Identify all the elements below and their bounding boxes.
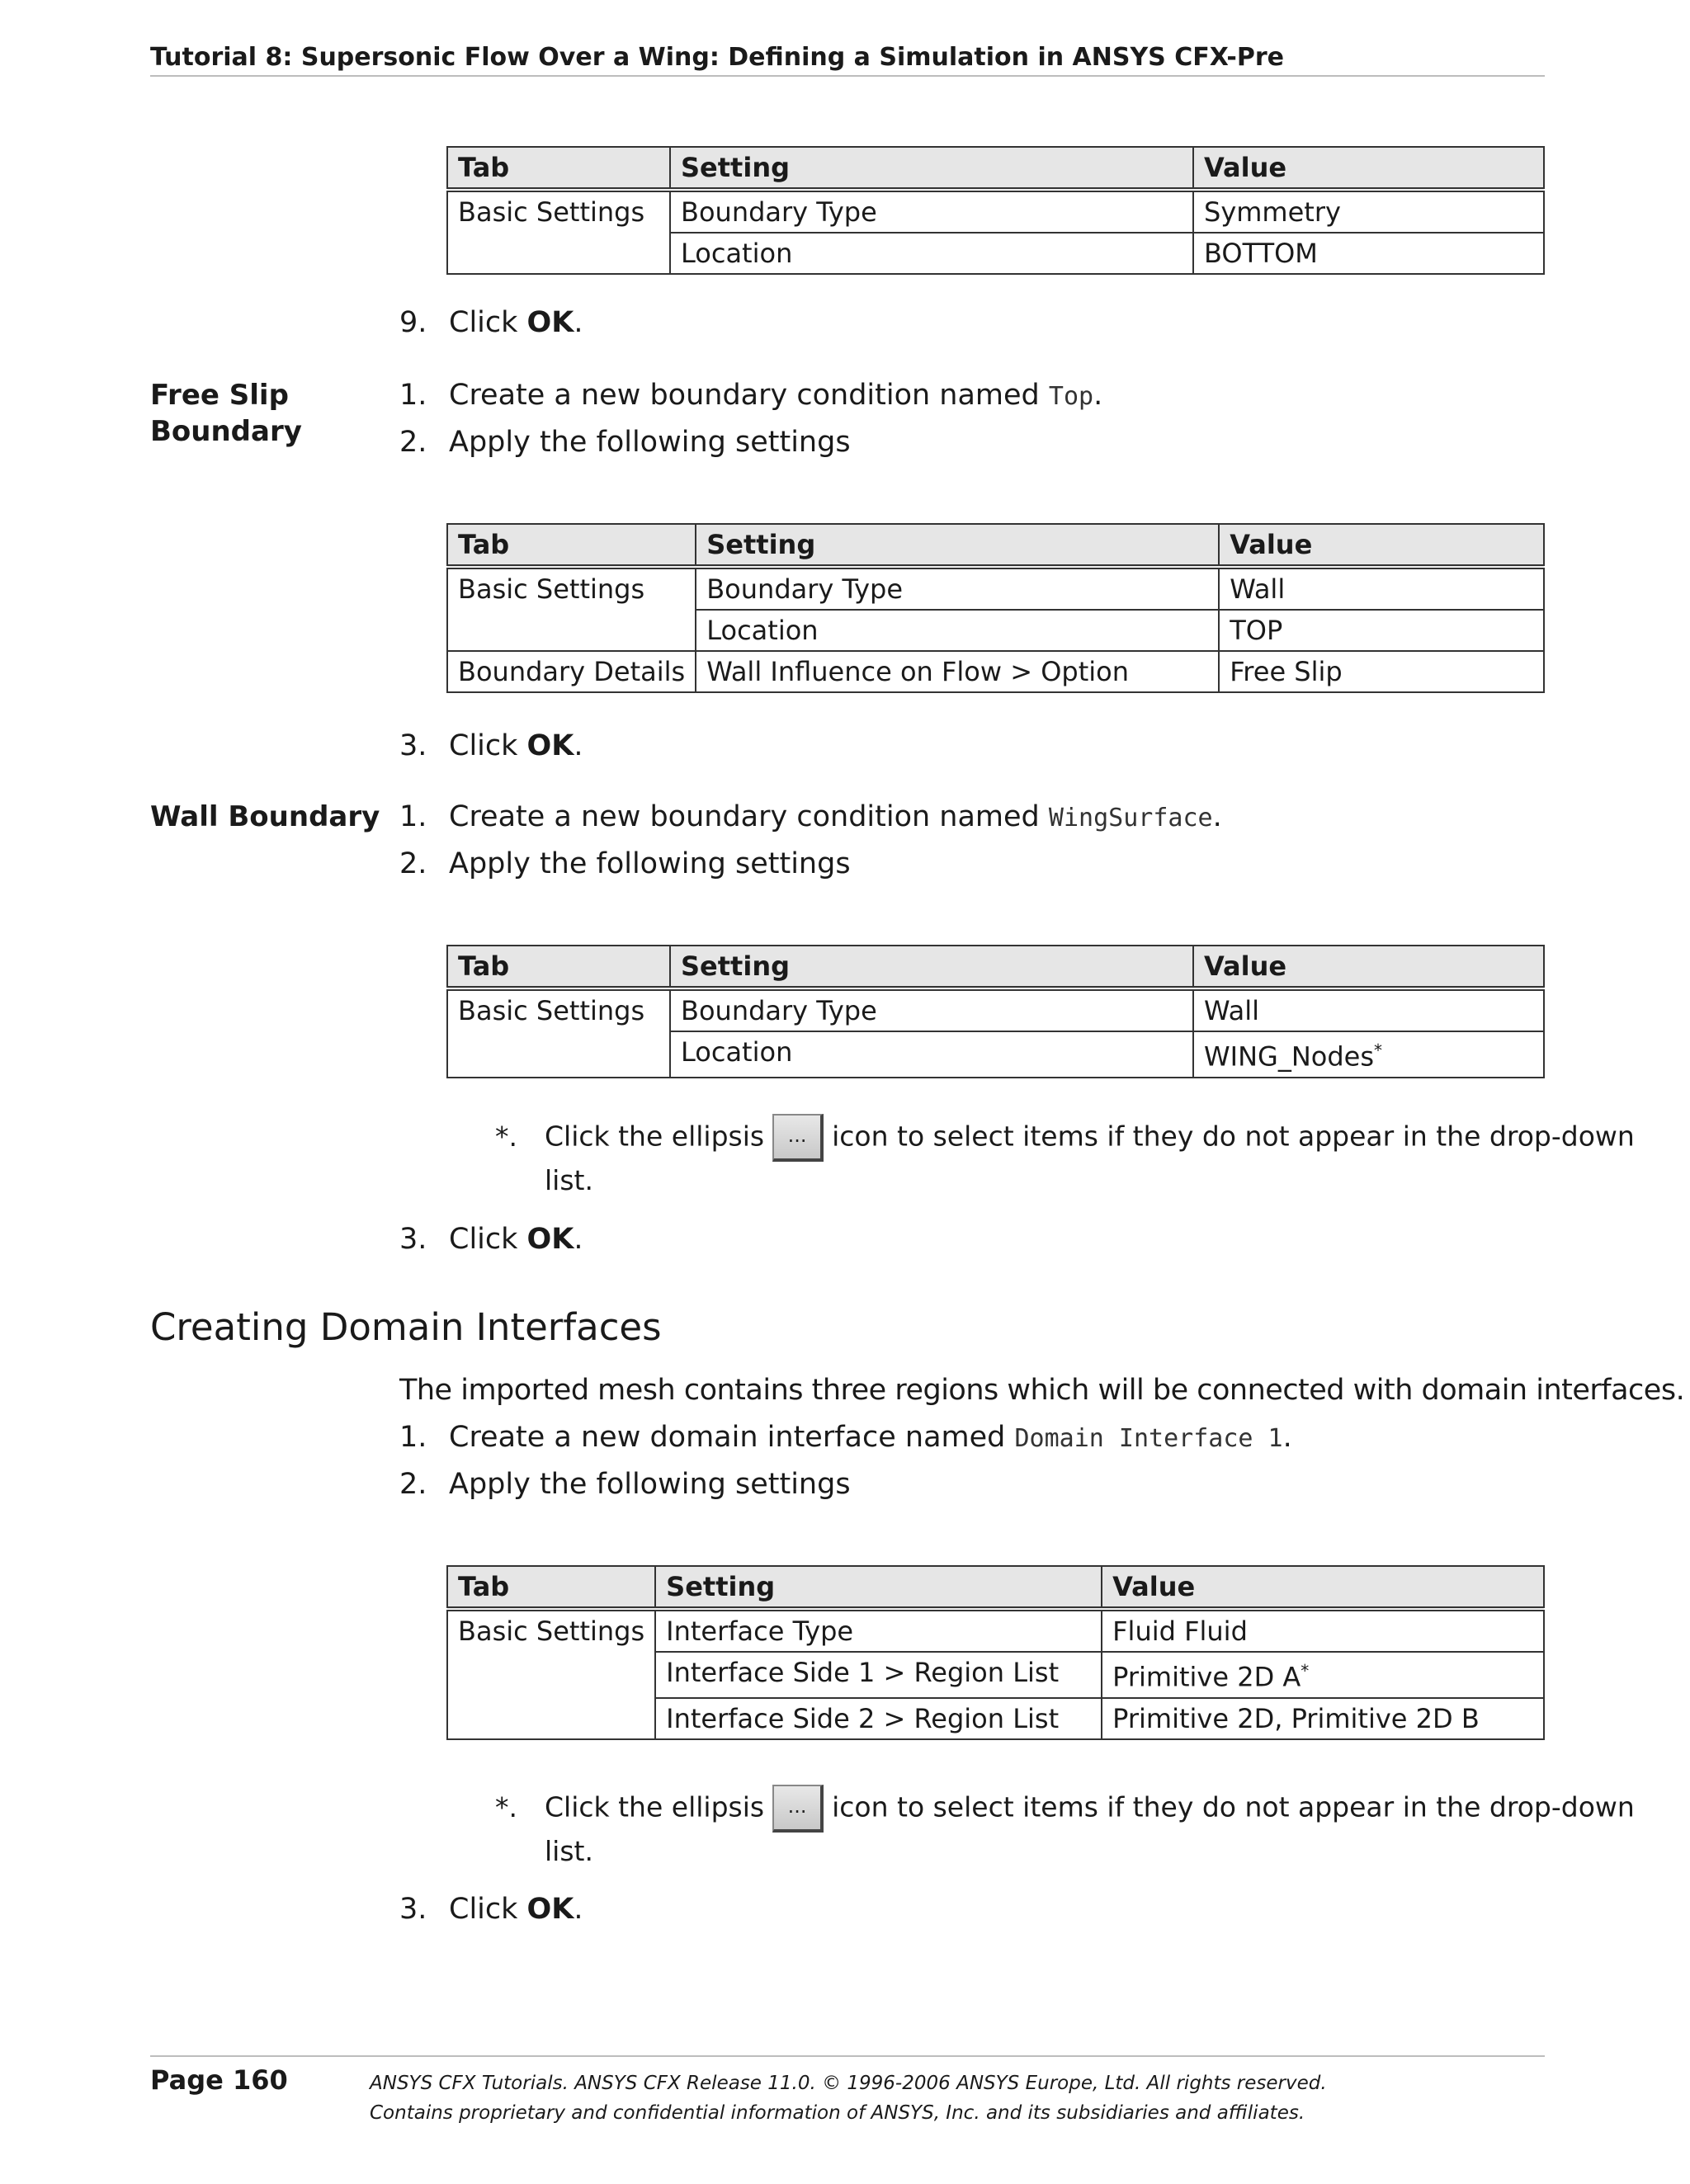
table-header-row (447, 147, 1544, 190)
step-text: Create a new boundary condition named (449, 379, 1049, 412)
step-number: 3. (399, 729, 427, 762)
table-header-cell: Setting (696, 524, 1219, 567)
table-cell-tab: Basic Settings (447, 1609, 655, 1739)
table-cell-tab: Basic Settings (447, 988, 670, 1078)
table-header-cell: Tab (447, 524, 696, 567)
step-end: . (1212, 800, 1222, 833)
intro-paragraph: The imported mesh contains three regions which will be connected with domain interfaces. (399, 1374, 1685, 1407)
step-end: . (574, 1893, 583, 1926)
footnote (495, 1114, 1635, 1200)
table-row (447, 567, 1544, 610)
footer-line: ANSYS CFX Tutorials. ANSYS CFX Release 11.0. © 1996-2006 ANSYS Europe, Ltd. All rights reserved. (370, 2073, 1327, 2094)
table-cell-setting: Interface Side 1 > Region List (655, 1652, 1102, 1698)
step-number: 1. (399, 1421, 427, 1454)
table-header-cell: Value (1193, 147, 1544, 190)
step-text: Click (449, 1223, 527, 1256)
wall-boundary-label: Wall Boundary (150, 800, 380, 833)
code-name: Domain Interface 1 (1014, 1424, 1283, 1453)
table-row (447, 988, 1544, 1031)
footnote-marker: *. (495, 1790, 517, 1823)
table-header-row (447, 946, 1544, 988)
table-row (447, 1609, 1544, 1652)
header-divider (150, 75, 1545, 77)
step-number: 2. (399, 426, 427, 459)
side-label-line: Boundary (150, 415, 302, 448)
step-item (399, 846, 851, 882)
table-row (447, 190, 1544, 233)
table-cell-value (1102, 1652, 1544, 1698)
table-header-row (447, 1566, 1544, 1609)
settings-table-bottom (446, 146, 1545, 275)
table-cell-setting: Location (670, 1031, 1193, 1078)
step-end: . (574, 729, 583, 762)
step-number: 1. (399, 800, 427, 833)
step-text: Create a new domain interface named (449, 1421, 1015, 1454)
footnote-text: Click the ellipsis (545, 1120, 765, 1153)
step-item (399, 799, 1222, 837)
code-name: Top (1048, 382, 1094, 411)
step-end: . (1093, 379, 1103, 412)
step-text: Apply the following settings (449, 847, 851, 880)
footnote-text: icon to select items if they do not appear in the drop-down (832, 1790, 1635, 1823)
ok-label: OK (526, 306, 574, 339)
step-number: 9. (399, 306, 427, 339)
table-header-cell: Setting (670, 147, 1193, 190)
table-cell-value: Wall (1193, 988, 1544, 1031)
step-end: . (574, 1223, 583, 1256)
step-text: Create a new boundary condition named (449, 800, 1049, 833)
page-header-title: Tutorial 8: Supersonic Flow Over a Wing: Defining a Simulation in ANSYS CFX-Pre (150, 43, 1285, 72)
value-text: WING_Nodes (1204, 1040, 1374, 1073)
table-cell-value: Free Slip (1219, 651, 1544, 692)
ok-label: OK (526, 1223, 574, 1256)
section-title: Creating Domain Interfaces (150, 1305, 662, 1349)
ellipsis-button-icon: ... (772, 1114, 824, 1162)
settings-table-wall (446, 945, 1545, 1078)
step-end: . (1282, 1421, 1292, 1454)
value-text: Primitive 2D A (1112, 1661, 1301, 1693)
free-slip-boundary-label (150, 377, 302, 450)
ok-label: OK (526, 1893, 574, 1926)
settings-table-free-slip (446, 523, 1545, 693)
footnote-mark: * (1301, 1661, 1310, 1681)
table-cell-value: TOP (1219, 610, 1544, 651)
ok-label: OK (526, 729, 574, 762)
step-item (399, 1466, 851, 1502)
footnote-mark: * (1374, 1040, 1382, 1060)
table-cell-setting: Wall Influence on Flow > Option (696, 651, 1219, 692)
table-cell-setting: Location (670, 233, 1193, 274)
ellipsis-button-icon: ... (772, 1785, 824, 1833)
step-item (399, 1891, 583, 1927)
settings-table-interface (446, 1565, 1545, 1740)
page-number: Page 160 (150, 2064, 288, 2096)
code-name: WingSurface (1048, 804, 1213, 833)
table-cell-value: Fluid Fluid (1102, 1609, 1544, 1652)
table-cell-setting: Interface Type (655, 1609, 1102, 1652)
table-cell-value: Primitive 2D, Primitive 2D B (1102, 1698, 1544, 1739)
table-cell-value (1193, 1031, 1544, 1078)
table-header-cell: Value (1193, 946, 1544, 988)
step-item (399, 1419, 1292, 1457)
table-cell-tab: Basic Settings (447, 567, 696, 651)
footnote-text-line2: list. (545, 1835, 593, 1867)
table-header-cell: Value (1102, 1566, 1544, 1609)
table-header-cell: Tab (447, 147, 670, 190)
table-cell-value: Symmetry (1193, 190, 1544, 233)
step-text: Click (449, 306, 527, 339)
table-cell-setting: Interface Side 2 > Region List (655, 1698, 1102, 1739)
table-cell-value: Wall (1219, 567, 1544, 610)
footnote (495, 1785, 1635, 1870)
table-header-row (447, 524, 1544, 567)
footnote-text: Click the ellipsis (545, 1790, 765, 1823)
side-label-line: Free Slip (150, 379, 289, 412)
table-header-cell: Setting (655, 1566, 1102, 1609)
footer-line: Contains proprietary and confidential information of ANSYS, Inc. and its subsidiaries and affiliates. (370, 2102, 1305, 2124)
footnote-text-line2: list. (545, 1164, 593, 1196)
step-end: . (574, 306, 583, 339)
table-header-cell: Value (1219, 524, 1544, 567)
table-cell-setting: Boundary Type (696, 567, 1219, 610)
step-number: 3. (399, 1223, 427, 1256)
footnote-text: icon to select items if they do not appear in the drop-down (832, 1120, 1635, 1153)
step-text: Click (449, 1893, 527, 1926)
step-number: 2. (399, 1468, 427, 1501)
step-text: Apply the following settings (449, 426, 851, 459)
step-text: Click (449, 729, 527, 762)
step-item (399, 304, 583, 341)
step-text: Apply the following settings (449, 1468, 851, 1501)
table-header-cell: Tab (447, 1566, 655, 1609)
table-cell-value: BOTTOM (1193, 233, 1544, 274)
table-header-cell: Setting (670, 946, 1193, 988)
footer-copyright (370, 2068, 1327, 2128)
step-number: 2. (399, 847, 427, 880)
footnote-marker: *. (495, 1120, 517, 1153)
step-number: 3. (399, 1893, 427, 1926)
step-item (399, 377, 1102, 415)
table-cell-setting: Location (696, 610, 1219, 651)
table-row (447, 651, 1544, 692)
table-cell-setting: Boundary Type (670, 988, 1193, 1031)
table-cell-setting: Boundary Type (670, 190, 1193, 233)
footer-divider (150, 2055, 1545, 2057)
table-cell-tab: Basic Settings (447, 190, 670, 274)
step-number: 1. (399, 379, 427, 412)
step-item (399, 1221, 583, 1257)
step-item (399, 728, 583, 764)
step-item (399, 424, 851, 460)
table-cell-tab: Boundary Details (447, 651, 696, 692)
table-header-cell: Tab (447, 946, 670, 988)
